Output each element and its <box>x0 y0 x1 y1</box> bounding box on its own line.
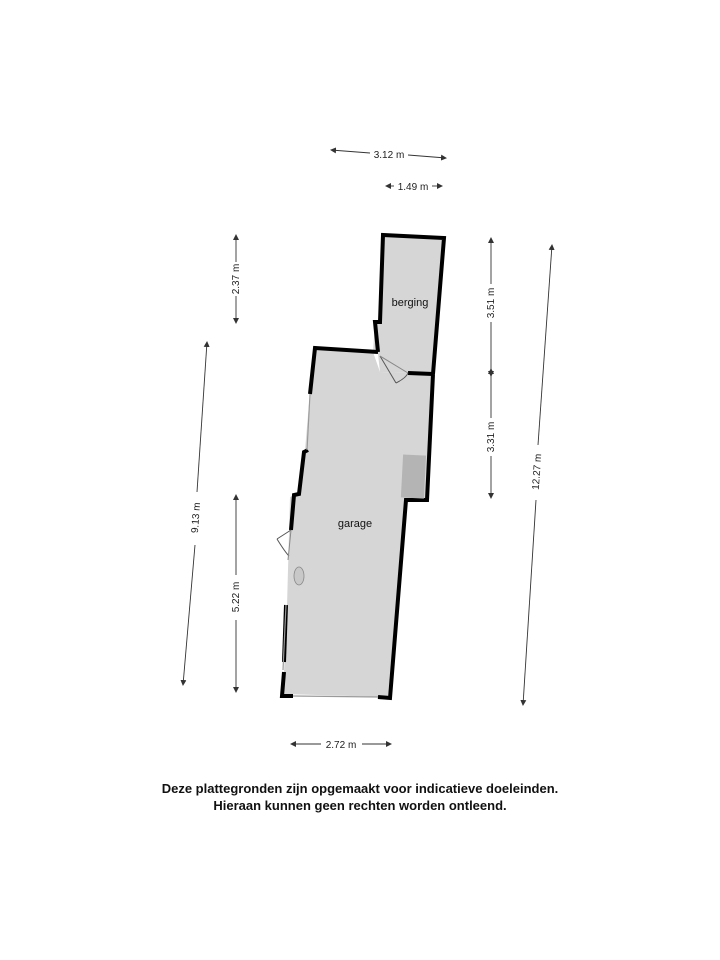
dim-right-berging: 3.51 m <box>486 287 497 319</box>
disclaimer-line-1: Deze plattegronden zijn opgemaakt voor indicatieve doeleinden. <box>161 781 559 796</box>
dim-right-overall: 12.27 m <box>530 453 545 491</box>
dim-right-lower: 3.31 m <box>486 421 497 453</box>
dim-left-overall: 9.13 m <box>189 502 204 534</box>
cabinet-fixture <box>401 454 426 498</box>
room-label-berging: berging <box>391 297 429 309</box>
divider-wall <box>408 373 433 374</box>
disclaimer-line-2: Hieraan kunnen geen rechten worden ontleend. <box>213 798 507 813</box>
dim-bottom-width: 2.72 m <box>325 740 357 751</box>
dim-top-overall: 3.12 m <box>373 150 405 161</box>
dim-top-berging: 1.49 m <box>397 182 429 193</box>
dim-left-garage: 5.22 m <box>231 581 242 613</box>
dim-left-upper: 2.37 m <box>231 263 242 295</box>
sink-fixture <box>294 567 304 585</box>
room-label-garage: garage <box>337 518 373 530</box>
